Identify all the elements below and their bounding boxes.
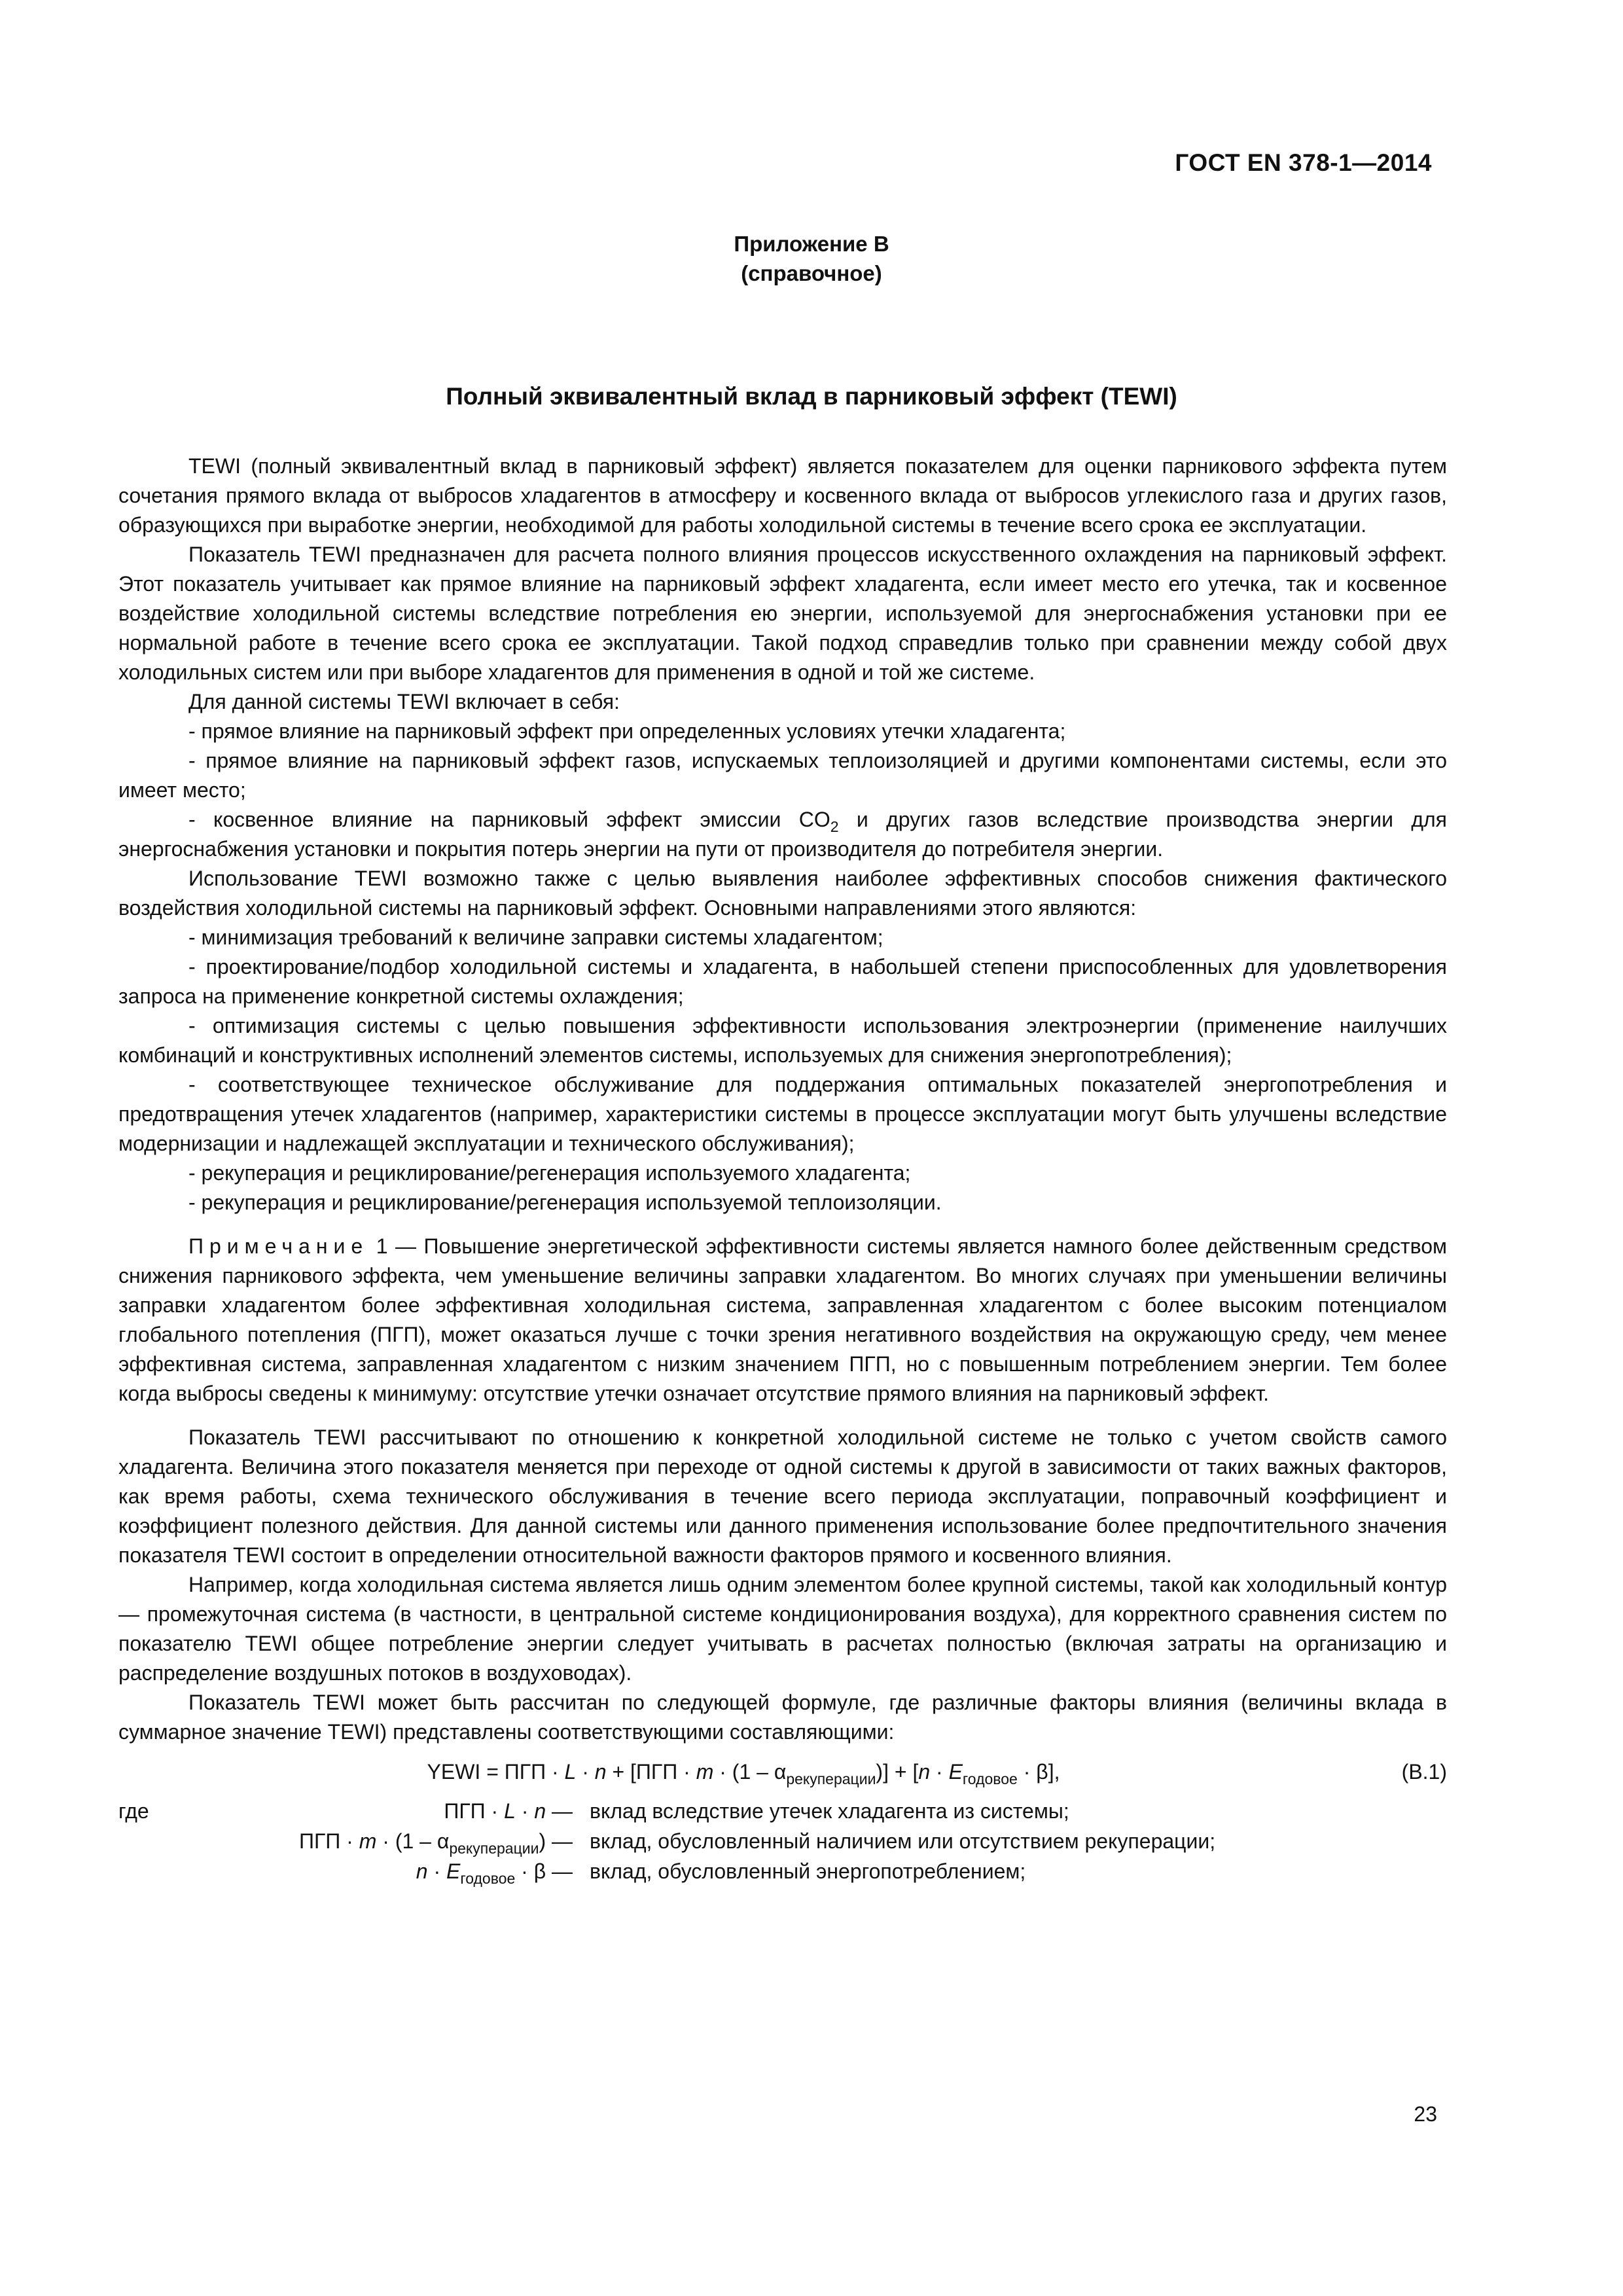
list-item-text: и других газов вследствие производства энергии для энергоснабжения установки и покрытия потерь энергии на пути от производителя до потребителя энергии. <box>118 808 1448 861</box>
where-row <box>118 1797 1447 1827</box>
formula-part: · <box>930 1760 949 1784</box>
formula-subscript: рекуперации <box>449 1840 539 1857</box>
formula-var: m <box>359 1829 377 1853</box>
note-paragraph <box>118 1232 1447 1408</box>
section-title: Полный эквивалентный вклад в парниковый эффект (TEWI) <box>446 383 1177 410</box>
formula-var: E <box>446 1859 461 1883</box>
paragraph: Использование TEWI возможно также с целью выявления наиболее эффективных способов снижения фактического воздействия холодильной системы на парниковый эффект. Основными направлениями этого являются: <box>118 867 1447 920</box>
where-description: вклад, обусловленный наличием или отсутствием рекуперации; <box>590 1829 1216 1853</box>
document-code-header: ГОСТ EN 378-1—2014 <box>1175 149 1432 176</box>
formula-part: · (1 – α <box>376 1829 450 1853</box>
formula-var: m <box>696 1760 714 1784</box>
where-block <box>118 1797 1447 1887</box>
formula-var: n <box>918 1760 931 1784</box>
note-number: 1 <box>376 1234 388 1258</box>
where-description: вклад, обусловленный энергопотреблением; <box>590 1859 1026 1883</box>
where-symbol <box>299 1827 573 1856</box>
formula-part: · <box>576 1760 595 1784</box>
where-label: где <box>118 1799 149 1823</box>
paragraph: Показатель TEWI предназначен для расчета полного влияния процессов искусственного охлаждения на парниковый эффект. Этот показатель учитывает как прямое влияние на парниковый эффект хладагента, если имеет место его утечка, так и косвенное воздействие холодильной системы вследствие потребления ею энергии, используемой для энергоснабжения установки при ее нормальной работе в течение всего срока ее эксплуатации. Такой подход справедлив только при сравнении между собой двух холодильных систем или при выборе хладагентов для применения в одной и той же системе. <box>118 543 1447 684</box>
list-item: - оптимизация системы с целью повышения эффективности использования электроэнергии (применение наилучших комбинаций и конструктивных исполнений элементов системы, используемых для снижения энергопотребления); <box>118 1014 1447 1067</box>
formula-part: · (1 – α <box>713 1760 787 1784</box>
formula-var: E <box>948 1760 963 1784</box>
formula-part: · β], <box>1017 1760 1060 1784</box>
formula-part: ПГП · <box>444 1799 505 1823</box>
list-item <box>118 805 1447 864</box>
formula <box>118 1757 1447 1787</box>
formula-part: · <box>427 1859 446 1883</box>
list-item-text: - косвенное влияние на парниковый эффект эмиссии CO <box>188 808 830 831</box>
formula-var: n <box>534 1799 546 1823</box>
paragraph: Показатель TEWI может быть рассчитан по следующей формуле, где различные факторы влияния (величины вклада в суммарное значение TEWI) представлены соответствующими составляющими: <box>118 1691 1447 1744</box>
formula-var: n <box>416 1859 428 1883</box>
appendix-label: Приложение В <box>734 232 889 256</box>
formula-part: YEWI = ПГП · <box>427 1760 565 1784</box>
list-item: - прямое влияние на парниковый эффект газов, испускаемых теплоизоляцией и другими компонентами системы, если это имеет место; <box>118 749 1447 802</box>
where-symbol <box>416 1857 573 1886</box>
formula-var: L <box>504 1799 516 1823</box>
formula-var: n <box>594 1760 607 1784</box>
where-description: вклад вследствие утечек хладагента из системы; <box>590 1799 1069 1823</box>
formula-subscript: рекуперации <box>786 1770 876 1787</box>
list-item: - проектирование/подбор холодильной системы и хладагента, в набольшей степени приспособленных для удовлетворения запроса на применение конкретной системы охлаждения; <box>118 955 1447 1008</box>
list-item: - рекуперация и рециклирование/регенерация используемого хладагента; <box>188 1161 911 1185</box>
formula-number: (В.1) <box>1401 1760 1447 1784</box>
paragraph: Например, когда холодильная система является лишь одним элементом более крупной системы, такой как холодильный контур — промежуточная система (в частности, в центральной системе кондиционирования воздуха), для корректного сравнения систем по показателю TEWI общее потребление энергии следует учитывать в расчетах полностью (включая затраты на организацию и распределение воздушных потоков в воздуховодах). <box>118 1573 1447 1685</box>
where-row <box>118 1857 1447 1887</box>
page-number: 23 <box>1414 2102 1437 2126</box>
where-symbol <box>444 1797 573 1826</box>
formula-part: · β — <box>515 1859 573 1883</box>
formula-subscript: годовое <box>962 1770 1018 1787</box>
list-item: - прямое влияние на парниковый эффект при определенных условиях утечки хладагента; <box>188 719 1066 743</box>
formula-block <box>118 1753 1447 1790</box>
note-text: — Повышение энергетической эффективности системы является намного более действенным средством снижения парникового эффекта, чем уменьшение величины заправки хладагентом. Во многих случаях при уменьшении величины заправки хладагентом более эффективная холодильная система, заправленная хладагентом с более высоким потенциалом глобального потепления (ПГП), может оказаться лучше с точки зрения негативного воздействия на окружающую среду, чем менее эффективная система, заправленная хладагентом с низким значением ПГП, но с повышенным потреблением энергии. Тем более когда выбросы сведены к минимуму: отсутствие утечки означает отсутствие прямого влияния на парниковый эффект. <box>118 1234 1448 1405</box>
list-item: - минимизация требований к величине заправки системы хладагентом; <box>188 925 883 949</box>
formula-part: · <box>515 1799 535 1823</box>
list-item: - соответствующее техническое обслуживание для поддержания оптимальных показателей энергопотребления и предотвращения утечек хладагентов (например, характеристики системы в процессе эксплуатации могут быть улучшены вследствие модернизации и надлежащей эксплуатации и технического обслуживания); <box>118 1073 1447 1155</box>
formula-part: ) — <box>539 1829 573 1853</box>
paragraph: TEWI (полный эквивалентный вклад в парниковый эффект) является показателем для оценки парникового эффекта путем сочетания прямого вклада от выбросов хладагентов в атмосферу и косвенного вклада от выбросов углекислого газа и других газов, образующихся при выработке энергии, необходимой для работы холодильной системы в течение всего срока ее эксплуатации. <box>118 454 1447 537</box>
subscript: 2 <box>830 818 839 835</box>
formula-part: — <box>546 1799 573 1823</box>
formula-subscript: годовое <box>460 1870 516 1887</box>
document-body <box>118 452 1447 1887</box>
paragraph: Для данной системы TEWI включает в себя: <box>188 690 620 713</box>
formula-part: )] + [ <box>876 1760 919 1784</box>
appendix-type: (справочное) <box>741 261 882 285</box>
paragraph: Показатель TEWI рассчитывают по отношению к конкретной холодильной системе не только с учетом свойств самого хладагента. Величина этого показателя меняется при переходе от одной системы к другой в зависимости от таких важных факторов, как время работы, схема технического обслуживания в течение всего периода эксплуатации, поправочный коэффициент и коэффициент полезного действия. Для данной системы или данного применения использование более предпочтительного значения показателя TEWI состоит в определении относительной важности факторов прямого и косвенного влияния. <box>118 1426 1447 1567</box>
formula-part: + [ПГП · <box>606 1760 696 1784</box>
formula-part: ПГП · <box>298 1829 359 1853</box>
note-label: Примечание <box>188 1234 369 1258</box>
where-row <box>118 1827 1447 1857</box>
list-item: - рекуперация и рециклирование/регенерация используемой теплоизоляции. <box>188 1191 942 1214</box>
formula-var: L <box>564 1760 577 1784</box>
appendix-heading <box>0 229 1623 288</box>
